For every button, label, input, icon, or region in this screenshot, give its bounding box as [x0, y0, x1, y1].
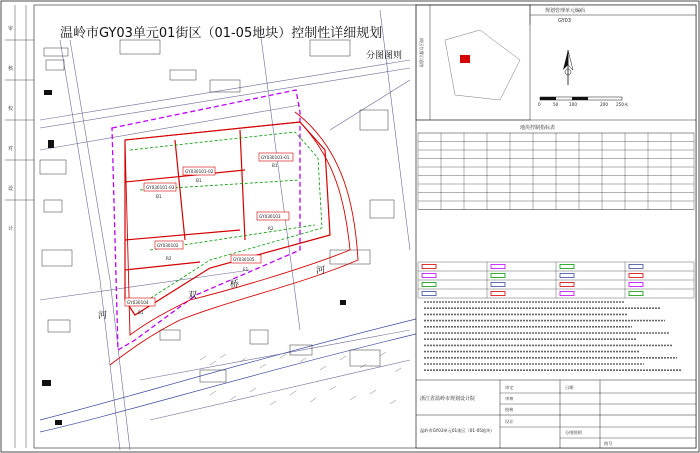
parcel-type: B1 — [156, 194, 162, 199]
parcel-type: B1 — [272, 163, 278, 168]
unit-code: GY03 — [558, 18, 572, 24]
parcel-code: GY030103 — [259, 214, 281, 219]
role: 日期 — [565, 385, 574, 390]
unit-code-label: 规划管理单元编码 — [545, 8, 586, 14]
role: 审定 — [505, 385, 514, 390]
svg-text:50: 50 — [553, 102, 559, 107]
parcel-code: GY030101-03 — [146, 185, 175, 190]
margin-char: 设 — [8, 186, 14, 192]
river-char: 双 — [188, 291, 198, 301]
svg-text:0: 0 — [538, 102, 541, 107]
role: 审核 — [505, 396, 514, 401]
river-labels — [98, 265, 325, 321]
parcel-labels — [125, 153, 293, 315]
sheet-name: 分图图则 — [565, 430, 582, 435]
location-marker — [460, 55, 470, 63]
margin-char: 核 — [8, 66, 14, 72]
design-institute: 浙江省温岭市规划设计院 — [420, 396, 476, 402]
river-char: 河 — [98, 311, 108, 321]
parcel-code: GY030101-02 — [185, 169, 214, 174]
parcel-code: GY030105 — [233, 257, 255, 262]
parcel-type: B1 — [196, 178, 202, 183]
side-panel — [416, 5, 696, 448]
svg-text:200: 200 — [600, 102, 608, 107]
parcel-code: GY030101-01 — [261, 155, 290, 160]
role: 校核 — [505, 407, 514, 412]
parcel-code: GY030102 — [157, 243, 179, 248]
parcel-type: R2 — [166, 256, 172, 261]
table-title: 地块控制指标表 — [520, 125, 556, 131]
project-label: 温岭市GY03单元01街区（01-05地块） — [420, 428, 495, 433]
parcel-type: E1 — [243, 267, 249, 272]
parcel-type: R2 — [268, 226, 274, 231]
svg-text:250米: 250米 — [616, 102, 629, 107]
parcel-boundaries — [110, 112, 358, 365]
margin-char: 审 — [8, 26, 14, 32]
solid-buildings — [42, 90, 346, 425]
drawing-no-label: 图号 — [604, 441, 613, 446]
river-bank — [40, 318, 420, 420]
road-network — [40, 10, 410, 450]
river-char: 河 — [316, 266, 326, 276]
map-area — [40, 10, 420, 450]
river-char: 桥 — [230, 280, 240, 290]
role: 设计 — [505, 419, 514, 424]
terrain-hatch — [200, 352, 401, 405]
location-label: 街区位置示意图 — [419, 38, 424, 68]
margin-char: 校 — [8, 106, 14, 112]
parcel-type: B1 — [138, 310, 144, 315]
parcel-code: GY030104 — [127, 300, 149, 305]
margin-char: 计 — [8, 226, 14, 232]
margin-char: 对 — [8, 146, 14, 152]
map-title: 温岭市GY03单元01街区（01-05地块）控制性详细规划 — [60, 26, 383, 41]
map-subtitle: 分图图则 — [366, 51, 403, 61]
left-margin — [5, 5, 34, 448]
river-bank — [40, 333, 420, 432]
svg-text:100: 100 — [569, 102, 577, 107]
